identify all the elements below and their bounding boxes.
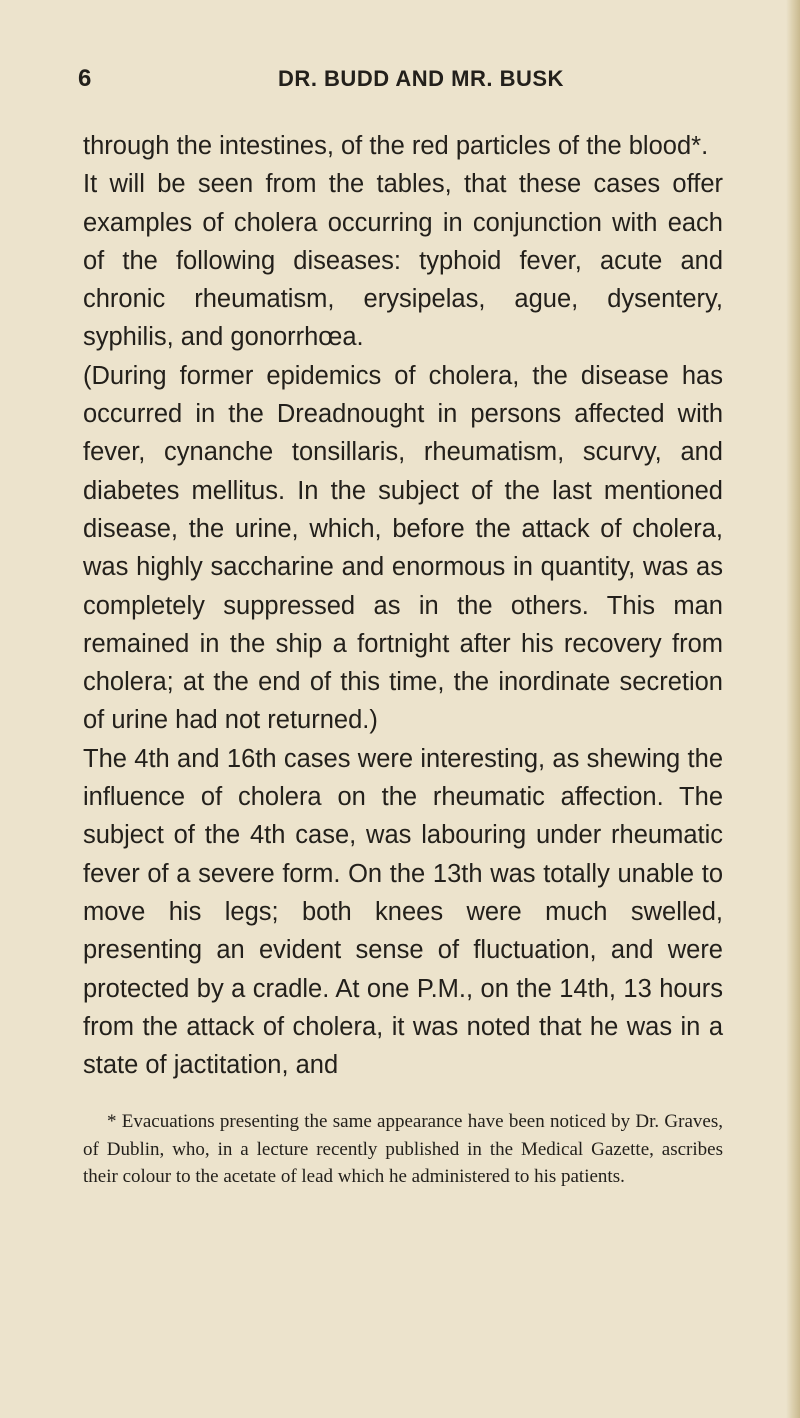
footnote	[83, 1108, 723, 1191]
paragraph-continuation: through the intestines, of the red particles of the blood*.	[83, 132, 709, 160]
page-header	[78, 62, 728, 96]
paragraph-former-epidemics: (During former epidemics of cholera, the disease has occurred in the Dreadnought in persons affected with fever, cynanche tonsillaris, rheumatism, scurvy, and diabetes mellitus. In the subject of the last mentioned disease, the urine, which, before the attack of cholera, was highly saccharine and enormous in quantity, was as completely suppressed as in the others. This man remained in the ship a fortnight after his recovery from cholera; at the end of this time, the inordinate secretion of urine had not returned.)	[83, 361, 723, 735]
body-text	[83, 127, 723, 1084]
page-number: 6	[78, 65, 92, 92]
running-head: DR. BUDD AND MR. BUSK	[278, 66, 564, 91]
page-edge-shadow	[786, 0, 800, 1418]
paragraph-diseases: It will be seen from the tables, that these cases offer examples of cholera occurring in conjunction with each of the following diseases: typhoid fever, acute and chronic rheumatism, erysipelas, ague, dysentery, syphilis, and gonorrhœa.	[83, 170, 723, 352]
paragraph-rheumatic-cases: The 4th and 16th cases were interesting, as shewing the influence of cholera on the rheumatic affection. The subject of the 4th case, was labouring under rheumatic fever of a severe form. On the 13th was totally unable to move his legs; both knees were much swelled, presenting an evident sense of fluctuation, and were protected by a cradle. At one P.M., on the 14th, 13 hours from the attack of cholera, it was noted that he was in a state of jactitation, and	[83, 744, 723, 1080]
footnote-text: * Evacuations presenting the same appearance have been noticed by Dr. Graves, of Dublin, who, in a lecture recently published in the Medical Gazette, ascribes their colour to the acetate of lead which he administered to his patients.	[83, 1111, 723, 1187]
